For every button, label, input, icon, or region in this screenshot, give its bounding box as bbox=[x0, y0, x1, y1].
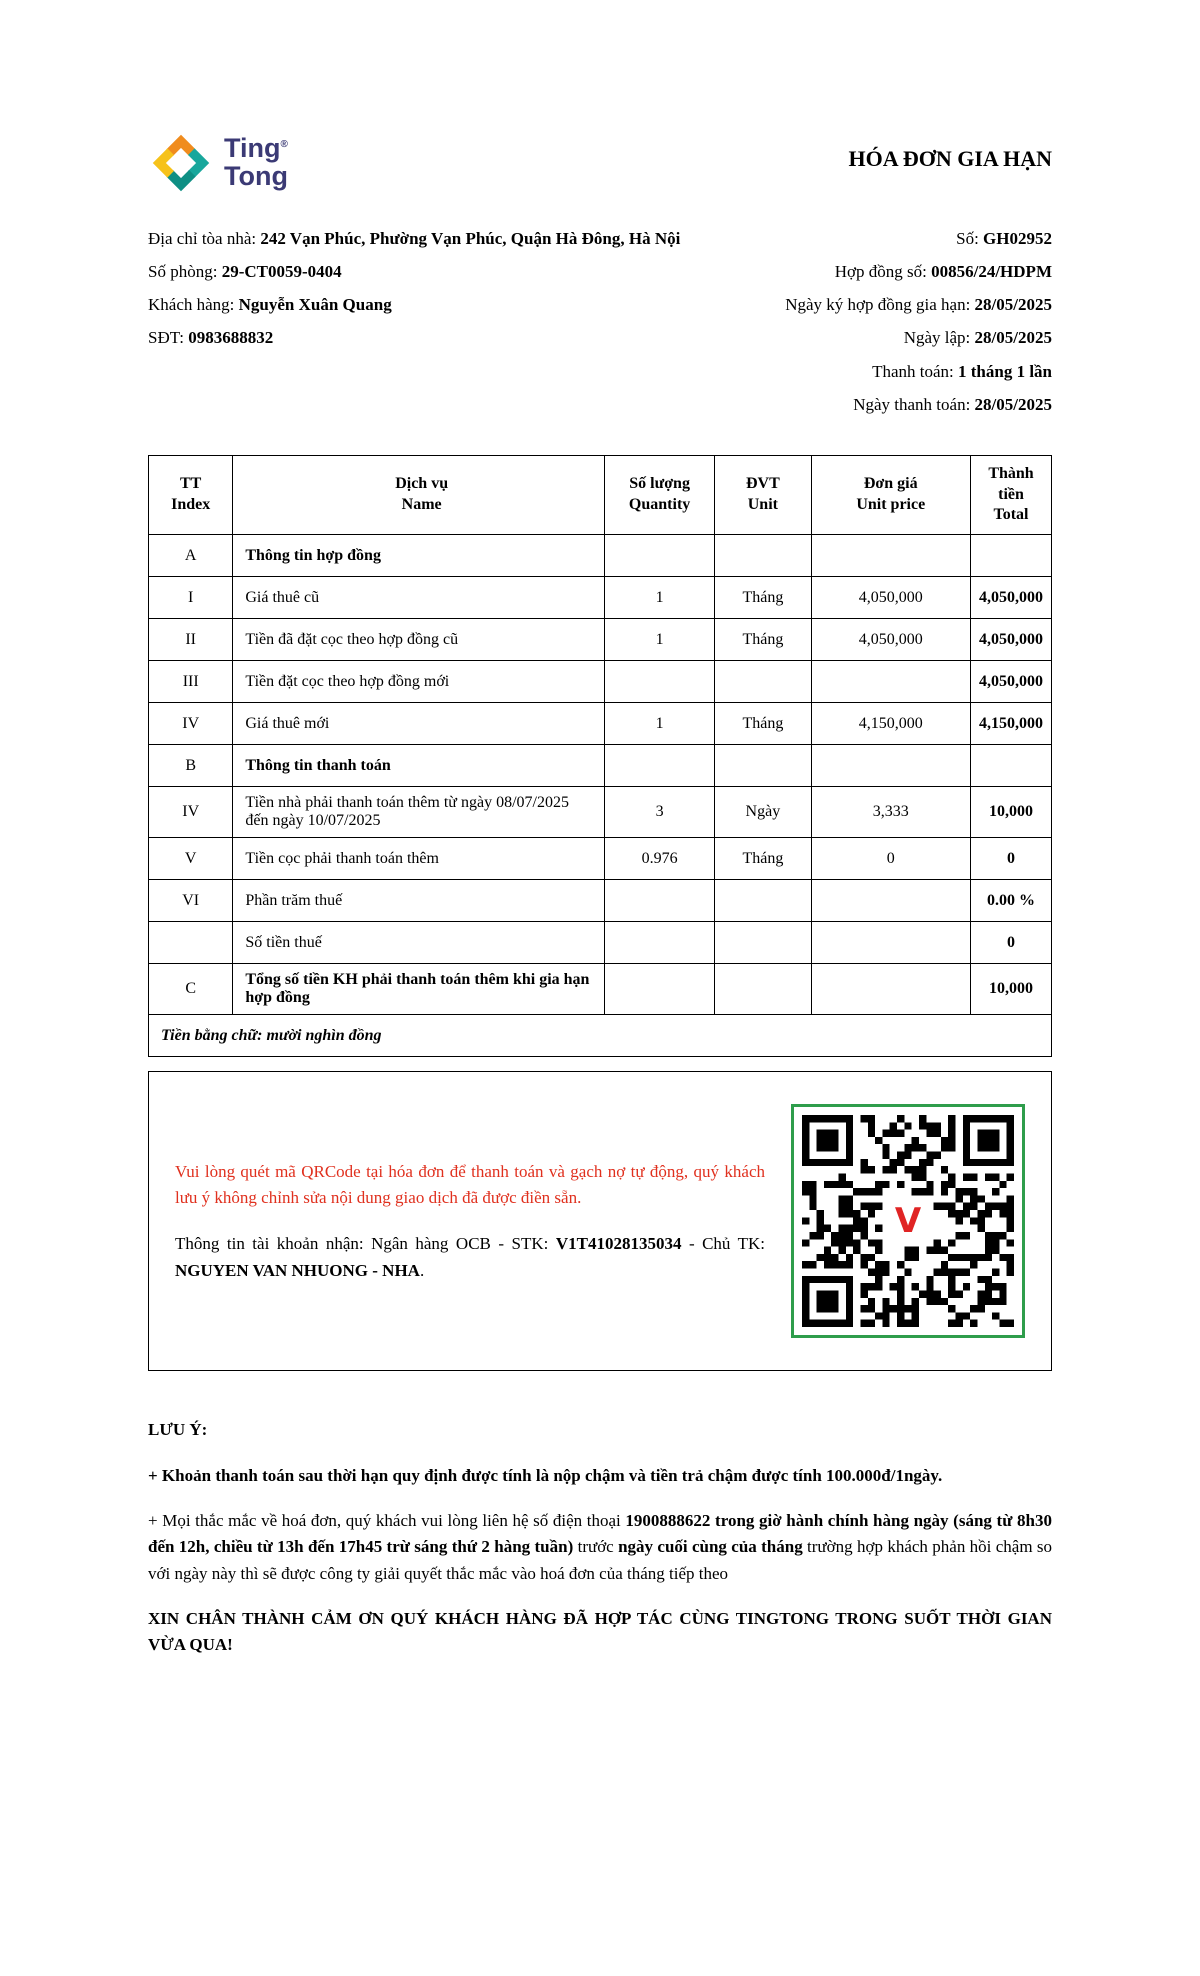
table-row-tax-percent bbox=[149, 880, 1052, 922]
cell-quantity bbox=[604, 922, 714, 964]
cell-quantity bbox=[604, 880, 714, 922]
header-total: Thành tiền Total bbox=[971, 455, 1052, 534]
cell-name: Giá thuê mới bbox=[233, 703, 605, 745]
account-suffix: . bbox=[419, 1260, 425, 1280]
cell-index: III bbox=[149, 661, 233, 703]
cell-unit bbox=[715, 535, 811, 577]
cell-quantity bbox=[604, 745, 714, 787]
header bbox=[148, 130, 1052, 196]
issue-date-label: Ngày lập: bbox=[903, 328, 975, 348]
tingtong-logo bbox=[148, 130, 288, 196]
cell-total: 4,150,000 bbox=[971, 703, 1052, 745]
account-number: V1T41028135034 bbox=[555, 1234, 682, 1254]
cell-unit: Tháng bbox=[715, 577, 811, 619]
cell-unit-price bbox=[811, 964, 971, 1015]
info-line-contract bbox=[785, 255, 1052, 288]
payment-cycle-value: 1 tháng 1 lần bbox=[958, 361, 1052, 381]
cell-name: Tiền cọc phải thanh toán thêm bbox=[233, 838, 605, 880]
header-unit-price: Đơn giá Unit price bbox=[811, 455, 971, 534]
info-line-issue-date bbox=[785, 321, 1052, 354]
note-thanks: XIN CHÂN THÀNH CẢM ƠN QUÝ KHÁCH HÀNG ĐÃ HỢP TÁC CÙNG TINGTONG TRONG SUỐT THỜI GIAN VỪA QUA! bbox=[148, 1608, 1052, 1655]
cell-index: I bbox=[149, 577, 233, 619]
payment-text bbox=[175, 1159, 765, 1284]
account-info bbox=[175, 1231, 765, 1284]
address-label: Địa chỉ tòa nhà: bbox=[148, 229, 261, 248]
qr-code bbox=[791, 1104, 1025, 1338]
header-unit: ĐVT Unit bbox=[715, 455, 811, 534]
notes-section bbox=[148, 1417, 1052, 1658]
cell-unit-price: 0 bbox=[811, 838, 971, 880]
table-row-new-deposit bbox=[149, 661, 1052, 703]
info-line-number bbox=[785, 222, 1052, 255]
payment-cycle-label: Thanh toán: bbox=[872, 361, 958, 381]
cell-total: 4,050,000 bbox=[971, 577, 1052, 619]
table-header-row bbox=[149, 455, 1052, 534]
invoice-title: HÓA ĐƠN GIA HẠN bbox=[848, 146, 1052, 171]
header-index: TT Index bbox=[149, 455, 233, 534]
cell-total: 4,050,000 bbox=[971, 661, 1052, 703]
cell-name: Số tiền thuế bbox=[233, 922, 605, 964]
note-support-suffix: trường hợp khách phản hồi chậm so với ngày này thì sẽ được công ty giải quyết thắc mắc vào hoá đơn của tháng tiếp theo bbox=[148, 1537, 1053, 1583]
cell-index: IV bbox=[149, 787, 233, 838]
invoice-info bbox=[785, 222, 1052, 421]
cell-unit-price bbox=[811, 880, 971, 922]
logo-line-tong bbox=[224, 163, 288, 191]
issue-date-value: 28/05/2025 bbox=[974, 328, 1052, 348]
note-support-prefix: + Mọi thắc mắc về hoá đơn, quý khách vui lòng liên hệ số điện thoại bbox=[148, 1510, 626, 1530]
cell-quantity: 1 bbox=[604, 703, 714, 745]
logo-line-ting bbox=[224, 135, 288, 163]
info-line-payment-cycle bbox=[785, 355, 1052, 388]
cell-unit-price: 4,050,000 bbox=[811, 577, 971, 619]
table-row-grand-total bbox=[149, 964, 1052, 1015]
cell-total: 0 bbox=[971, 922, 1052, 964]
cell-name: Tiền nhà phải thanh toán thêm từ ngày 08/07/2025 đến ngày 10/07/2025 bbox=[233, 787, 605, 838]
note-support-hotline: 1900888622 trong giờ hành chính hàng ngày (sáng từ 8h30 đến 12h, chiều từ 13h đến 17h45 trừ sáng thứ 2 hàng tuần) bbox=[148, 1510, 1052, 1557]
cell-quantity: 1 bbox=[604, 577, 714, 619]
payment-date-value: 28/05/2025 bbox=[974, 394, 1052, 414]
cell-unit bbox=[715, 745, 811, 787]
cell-index: B bbox=[149, 745, 233, 787]
info-section bbox=[148, 222, 1052, 421]
cell-quantity: 3 bbox=[604, 787, 714, 838]
cell-unit bbox=[715, 922, 811, 964]
cell-name: Phần trăm thuế bbox=[233, 880, 605, 922]
customer-label: Khách hàng: bbox=[148, 295, 239, 315]
contract-value: 00856/24/HDPM bbox=[931, 262, 1052, 282]
cell-unit bbox=[715, 964, 811, 1015]
account-prefix: Thông tin tài khoản nhận: Ngân hàng OCB - STK: bbox=[175, 1234, 556, 1254]
account-holder-label: - Chủ TK: bbox=[681, 1234, 765, 1254]
qr-instruction: Vui lòng quét mã QRCode tại hóa đơn để thanh toán và gạch nợ tự động, quý khách lưu ý không chỉnh sửa nội dung giao dịch đã được điền sẵn. bbox=[175, 1161, 765, 1207]
cell-quantity: 0.976 bbox=[604, 838, 714, 880]
payment-box bbox=[148, 1071, 1052, 1371]
info-line-sign-date bbox=[785, 288, 1052, 321]
cell-name: Tiền đặt cọc theo hợp đồng mới bbox=[233, 661, 605, 703]
cell-unit: Tháng bbox=[715, 703, 811, 745]
account-holder: NGUYEN VAN NHUONG - NHA bbox=[175, 1260, 420, 1280]
info-line-customer bbox=[148, 288, 703, 321]
cell-index: VI bbox=[149, 880, 233, 922]
note-support-mid: trước bbox=[573, 1537, 619, 1557]
cell-index: C bbox=[149, 964, 233, 1015]
cell-unit-price bbox=[811, 745, 971, 787]
cell-index: IV bbox=[149, 703, 233, 745]
table-row-old-deposit bbox=[149, 619, 1052, 661]
logo-text-ting: Ting bbox=[224, 133, 281, 164]
cell-index: V bbox=[149, 838, 233, 880]
cell-name: Thông tin thanh toán bbox=[233, 745, 605, 787]
cell-quantity bbox=[604, 964, 714, 1015]
cell-unit-price: 4,150,000 bbox=[811, 703, 971, 745]
amount-in-words-row bbox=[149, 1015, 1052, 1057]
sign-date-label: Ngày ký hợp đồng gia hạn: bbox=[785, 295, 975, 315]
cell-quantity bbox=[604, 661, 714, 703]
table-row-old-rent bbox=[149, 577, 1052, 619]
note-support-deadline: ngày cuối cùng của tháng bbox=[618, 1537, 803, 1557]
header-name: Dịch vụ Name bbox=[233, 455, 605, 534]
info-line-payment-date bbox=[785, 388, 1052, 421]
customer-info bbox=[148, 222, 703, 421]
cell-unit: Tháng bbox=[715, 838, 811, 880]
customer-value: Nguyễn Xuân Quang bbox=[238, 295, 392, 315]
table-row-extra-deposit bbox=[149, 838, 1052, 880]
cell-unit-price bbox=[811, 922, 971, 964]
phone-value: 0983688832 bbox=[188, 328, 274, 348]
address-value: 242 Vạn Phúc, Phường Vạn Phúc, Quận Hà Đông, Hà Nội bbox=[260, 229, 681, 248]
qr-center-logo: V bbox=[890, 1203, 926, 1239]
cell-total: 0 bbox=[971, 838, 1052, 880]
logo-text-tong: Tong bbox=[224, 161, 288, 191]
cell-unit bbox=[715, 880, 811, 922]
number-value: GH02952 bbox=[983, 229, 1052, 248]
notes-heading: LƯU Ý: bbox=[148, 1420, 208, 1440]
cell-index: II bbox=[149, 619, 233, 661]
cell-total bbox=[971, 745, 1052, 787]
phone-label: SĐT: bbox=[148, 328, 189, 348]
cell-unit-price: 4,050,000 bbox=[811, 619, 971, 661]
note-late-payment: + Khoản thanh toán sau thời hạn quy định được tính là nộp chậm và tiền trả chậm được tính 100.000đ/1ngày. bbox=[148, 1465, 943, 1485]
cell-unit-price: 3,333 bbox=[811, 787, 971, 838]
cell-total: 0.00 % bbox=[971, 880, 1052, 922]
sign-date-value: 28/05/2025 bbox=[974, 295, 1052, 315]
info-line-room bbox=[148, 255, 703, 288]
services-table bbox=[148, 455, 1052, 1057]
table-row-section-b bbox=[149, 745, 1052, 787]
table-row-section-a bbox=[149, 535, 1052, 577]
info-line-phone bbox=[148, 321, 703, 354]
cell-quantity bbox=[604, 535, 714, 577]
cell-unit: Ngày bbox=[715, 787, 811, 838]
payment-date-label: Ngày thanh toán: bbox=[853, 394, 975, 414]
cell-unit bbox=[715, 661, 811, 703]
cell-total: 10,000 bbox=[971, 787, 1052, 838]
table-row-new-rent bbox=[149, 703, 1052, 745]
cell-total bbox=[971, 535, 1052, 577]
cell-name: Thông tin hợp đồng bbox=[233, 535, 605, 577]
cell-total: 4,050,000 bbox=[971, 619, 1052, 661]
cell-total: 10,000 bbox=[971, 964, 1052, 1015]
amount-in-words: Tiền bằng chữ: mười nghìn đồng bbox=[149, 1015, 1052, 1057]
cell-name: Tổng số tiền KH phải thanh toán thêm khi gia hạn hợp đồng bbox=[233, 964, 605, 1015]
cell-quantity: 1 bbox=[604, 619, 714, 661]
note-support bbox=[148, 1508, 1052, 1587]
header-quantity: Số lượng Quantity bbox=[604, 455, 714, 534]
table-row-tax-amount bbox=[149, 922, 1052, 964]
tingtong-logo-icon bbox=[148, 130, 214, 196]
table-row-extra-rent bbox=[149, 787, 1052, 838]
room-label: Số phòng: bbox=[148, 262, 222, 282]
cell-unit-price bbox=[811, 661, 971, 703]
info-line-address bbox=[148, 222, 703, 255]
cell-name: Giá thuê cũ bbox=[233, 577, 605, 619]
contract-label: Hợp đồng số: bbox=[834, 262, 932, 282]
cell-unit: Tháng bbox=[715, 619, 811, 661]
number-label: Số: bbox=[956, 229, 984, 248]
cell-index bbox=[149, 922, 233, 964]
cell-index: A bbox=[149, 535, 233, 577]
room-value: 29-CT0059-0404 bbox=[221, 262, 342, 282]
logo-wordmark bbox=[224, 135, 288, 190]
cell-name: Tiền đã đặt cọc theo hợp đồng cũ bbox=[233, 619, 605, 661]
registered-mark: ® bbox=[280, 139, 288, 151]
cell-unit-price bbox=[811, 535, 971, 577]
